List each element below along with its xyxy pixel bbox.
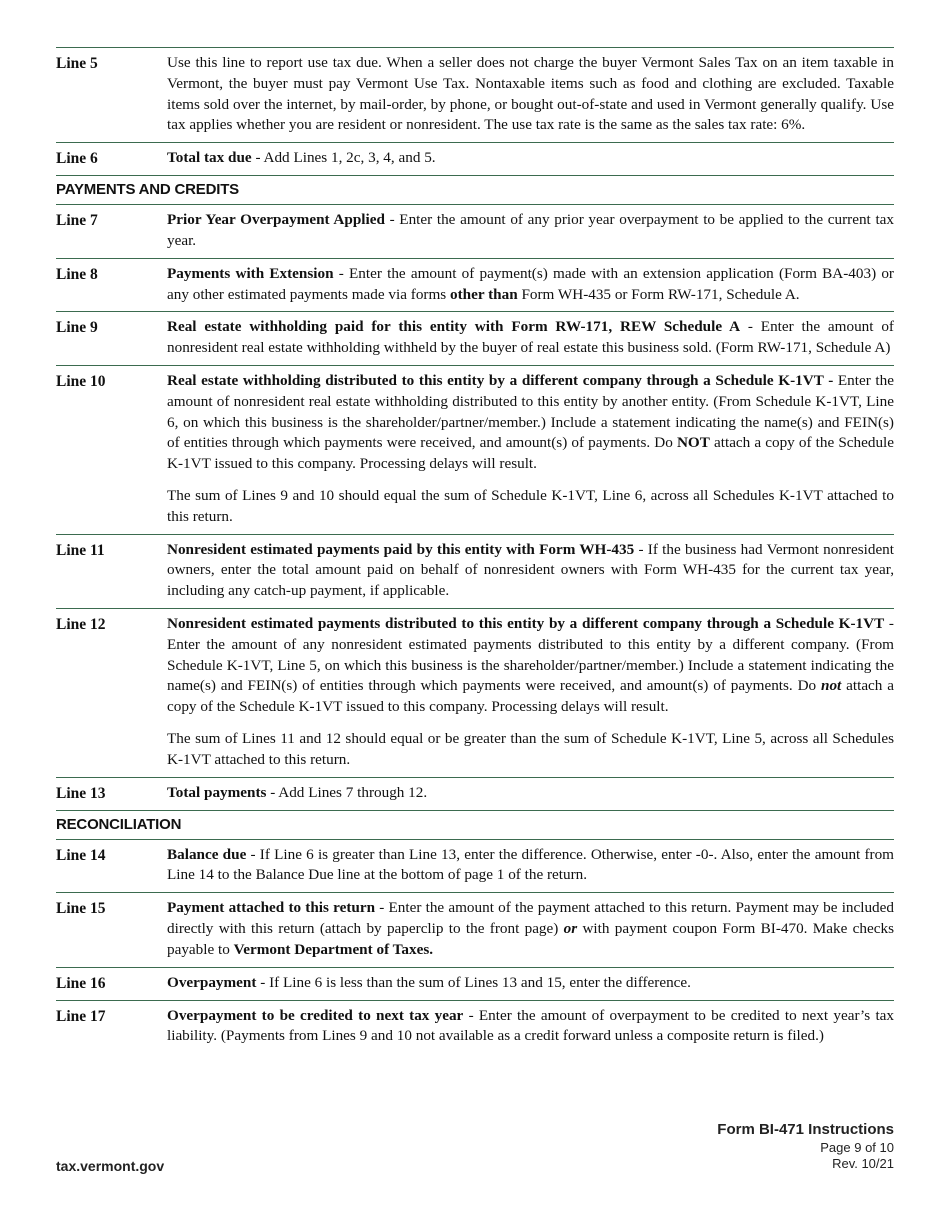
line-label: Line 13	[56, 784, 106, 802]
line-text: Nonresident estimated payments paid by this entity with Form WH-435 - If the business had Vermont nonresident owners, enter the total amount paid on behalf of nonresident owners with Form WH-435 for the current tax year, including any catch-up payment, if applicable.	[167, 540, 894, 600]
line-label: Line 11	[56, 541, 105, 559]
line-label: Line 8	[56, 265, 98, 283]
line-text: Balance due - If Line 6 is greater than Line 13, enter the difference. Otherwise, enter -0-. Also, enter the amount from Line 14 to the Balance Due line at the bottom of page 1 of the return.	[167, 845, 894, 884]
line-label: Line 17	[56, 1007, 106, 1025]
line-17-row	[56, 1000, 894, 1048]
line-13-row	[56, 777, 894, 810]
line-label: Line 16	[56, 974, 106, 992]
line-label: Line 10	[56, 372, 106, 390]
line-text: Total payments - Add Lines 7 through 12.	[167, 783, 428, 801]
section-heading-reconciliation: RECONCILIATION	[56, 810, 894, 839]
line-text: Total tax due - Add Lines 1, 2c, 3, 4, and 5.	[167, 149, 436, 167]
line-text: Overpayment to be credited to next tax year - Enter the amount of overpayment to be credited to next year’s tax liability. (Payments from Lines 9 and 10 not available as a credit forward unless a composite return is filed.)	[167, 1006, 894, 1045]
line-text: Payment attached to this return - Enter the amount of the payment attached to this return. Payment may be included directly with this return (attach by paperclip to the front page) or with payment coupon Form BI-470. Make checks payable to Vermont Department of Taxes.	[167, 899, 894, 958]
line-text: Prior Year Overpayment Applied - Enter the amount of any prior year overpayment to be applied to the current tax year.	[167, 211, 894, 249]
line-label: Line 6	[56, 150, 98, 168]
website-link[interactable]: tax.vermont.gov	[56, 1158, 165, 1174]
line-12-row	[56, 608, 894, 777]
line-14-row	[56, 839, 894, 893]
line-text: Use this line to report use tax due. When a seller does not charge the buyer Vermont Sales Tax on an item taxable in Vermont, the buyer must pay Vermont Use Tax. Nontaxable items such as food and clothing are excluded. Taxable items sold over the internet, by mail-order, by phone, or bought out-of-state and used in Vermont generally qualify. Use tax applies whether you are resident or nonresident. The use tax rate is the same as the sales tax rate: 6%.	[167, 54, 894, 134]
form-title: Form BI-471 Instructions	[717, 1121, 894, 1138]
footer-form-info	[717, 1120, 894, 1172]
line-label: Line 12	[56, 615, 106, 633]
line-9-row	[56, 311, 894, 365]
line-11-row	[56, 534, 894, 608]
line-16-row	[56, 967, 894, 1000]
line-text: Payments with Extension - Enter the amount of payment(s) made with an extension application (Form BA-403) or any other estimated payments made via forms other than Form WH-435 or Form RW-171, Schedule A.	[167, 264, 894, 303]
line-15-row	[56, 892, 894, 966]
line-label: Line 14	[56, 846, 106, 864]
line-5-row	[56, 47, 894, 142]
line-7-row	[56, 204, 894, 258]
line-text: Real estate withholding distributed to this entity by a different company through a Schedule K-1VT - Enter the amount of nonresident real estate withholding distributed to this entity by another entity. (From Schedule K-1VT, Line 6, on which this business is the shareholder/partner/member.) Include a statement indicating the name(s) and FEIN(s) of entities through which payments were received, and amount(s) of payments. Do NOT attach a copy of the Schedule K-1VT issued to this company. Processing delays will result. The sum of Lines 9 and 10 should equal the sum of Schedule K-1VT, Line 6, across all Schedules K-1VT attached to this return.	[167, 371, 894, 528]
line-10-row	[56, 365, 894, 534]
line-note: The sum of Lines 11 and 12 should equal or be greater than the sum of Schedule K-1VT, Line 5, across all Schedules K-1VT attached to this return.	[167, 729, 894, 768]
line-text: Nonresident estimated payments distributed to this entity by a different company through a Schedule K-1VT - Enter the amount of any nonresident estimated payments distributed to this entity by a different company. (From Schedule K-1VT, Line 5, on which this business is the shareholder/partner/member.) Include a statement indicating the name(s) and FEIN(s) of entities through which payments were received, and amount(s) of payments. Do not attach a copy of the Schedule K-1VT issued to this company. Processing delays will result. The sum of Lines 11 and 12 should equal or be greater than the sum of Schedule K-1VT, Line 5, across all Schedules K-1VT attached to this return.	[167, 614, 894, 771]
line-label: Line 9	[56, 319, 98, 337]
line-label: Line 5	[56, 55, 98, 72]
page-number: Page 9 of 10	[820, 1140, 894, 1155]
section-heading-payments: PAYMENTS AND CREDITS	[56, 175, 894, 204]
line-note: The sum of Lines 9 and 10 should equal the sum of Schedule K-1VT, Line 6, across all Schedules K-1VT attached to this return.	[167, 486, 894, 525]
line-label: Line 15	[56, 900, 106, 918]
line-8-row	[56, 258, 894, 312]
revision: Rev. 10/21	[832, 1156, 894, 1171]
line-text: Real estate withholding paid for this entity with Form RW-171, REW Schedule A - Enter the amount of nonresident real estate withholding withheld by the buyer of real estate this business sold. (Form RW-171, Schedule A)	[167, 318, 894, 357]
line-6-row	[56, 142, 894, 175]
line-text: Overpayment - If Line 6 is less than the sum of Lines 13 and 15, enter the difference.	[167, 973, 691, 991]
line-label: Line 7	[56, 212, 98, 230]
instructions-page	[56, 47, 894, 1047]
